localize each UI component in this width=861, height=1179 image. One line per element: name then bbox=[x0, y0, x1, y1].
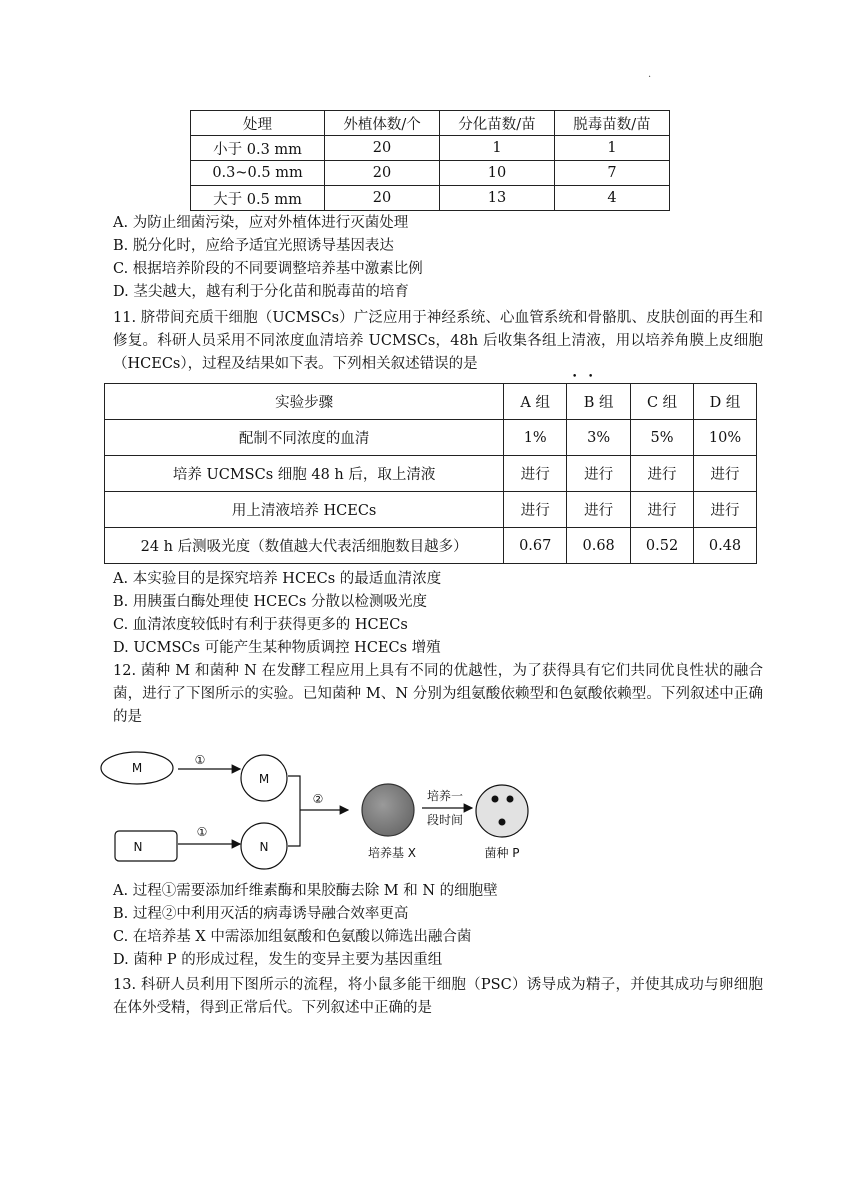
table-row bbox=[105, 492, 757, 528]
table-cell: 20 bbox=[325, 136, 440, 161]
table-header-cell: A 组 bbox=[504, 384, 567, 420]
table-row bbox=[191, 136, 670, 161]
table-cell: 0.67 bbox=[504, 528, 567, 564]
protoplast-n-label: N bbox=[259, 840, 269, 854]
table-cell: 1% bbox=[504, 420, 567, 456]
emphasis-dot: • bbox=[588, 372, 594, 382]
step1-label-bottom: ① bbox=[196, 825, 208, 839]
cell-fusion-diagram bbox=[100, 745, 540, 870]
table-row bbox=[105, 420, 757, 456]
table-header-row bbox=[105, 384, 757, 420]
medium-x-label: 培养基 X bbox=[367, 846, 417, 860]
table-cell: 进行 bbox=[631, 456, 694, 492]
q11-option-d: D. UCMSCs 可能产生某种物质调控 HCECs 增殖 bbox=[113, 640, 441, 656]
table-cell: 24 h 后测吸光度（数值越大代表活细胞数目越多） bbox=[105, 528, 504, 564]
table-cell: 1 bbox=[440, 136, 555, 161]
emphasis-dot: • bbox=[572, 372, 578, 382]
table-cell: 进行 bbox=[504, 456, 567, 492]
table-cell: 进行 bbox=[694, 456, 757, 492]
strain-m-label: M bbox=[131, 761, 143, 775]
table-cell: 13 bbox=[440, 186, 555, 211]
table-header-cell: 脱毒苗数/苗 bbox=[554, 111, 669, 136]
table-cell: 0.68 bbox=[567, 528, 631, 564]
q12-option-d: D. 菌种 P 的形成过程，发生的变异主要为基因重组 bbox=[113, 952, 443, 968]
strain-p-plate bbox=[476, 785, 528, 837]
table-header-cell: 外植体数/个 bbox=[325, 111, 440, 136]
protoplast-m-label: M bbox=[258, 772, 270, 786]
table-cell: 0.52 bbox=[631, 528, 694, 564]
colony-dot bbox=[492, 796, 499, 803]
table-header-cell: 实验步骤 bbox=[105, 384, 504, 420]
culture-label-line1: 培养一 bbox=[426, 789, 464, 803]
table-cell: 1 bbox=[554, 136, 669, 161]
table-row bbox=[105, 456, 757, 492]
serum-experiment-table bbox=[104, 383, 757, 564]
table-header-cell: 分化苗数/苗 bbox=[440, 111, 555, 136]
table-cell: 进行 bbox=[694, 492, 757, 528]
table-cell: 20 bbox=[325, 161, 440, 186]
table-header-cell: B 组 bbox=[567, 384, 631, 420]
colony-dot bbox=[507, 796, 514, 803]
q10-option-d: D. 茎尖越大，越有利于分化苗和脱毒苗的培育 bbox=[113, 284, 409, 300]
q11-option-a: A. 本实验目的是探究培养 HCECs 的最适血清浓度 bbox=[113, 571, 442, 587]
table-header-cell: D 组 bbox=[694, 384, 757, 420]
table-cell: 3% bbox=[567, 420, 631, 456]
q12-option-a: A. 过程①需要添加纤维素酶和果胶酶去除 M 和 N 的细胞壁 bbox=[113, 883, 498, 899]
step1-label-top: ① bbox=[194, 753, 206, 767]
table-header-cell: 处理 bbox=[191, 111, 325, 136]
q12-stem: 12. 菌种 M 和菌种 N 在发酵工程应用上具有不同的优越性，为了获得具有它们共同优良性状的融合菌，进行了下图所示的实验。已知菌种 M、N 分别为组氨酸依赖型和色氨酸依赖型。下列叙述中正确的是 bbox=[113, 663, 763, 725]
table-cell: 0.3~0.5 mm bbox=[191, 161, 325, 186]
table-cell: 进行 bbox=[567, 456, 631, 492]
table-cell: 培养 UCMSCs 细胞 48 h 后，取上清液 bbox=[105, 456, 504, 492]
q11-option-b: B. 用胰蛋白酶处理使 HCECs 分散以检测吸光度 bbox=[113, 594, 427, 610]
q12-option-b: B. 过程②中利用灭活的病毒诱导融合效率更高 bbox=[113, 906, 409, 922]
table-cell: 10% bbox=[694, 420, 757, 456]
table-row bbox=[191, 161, 670, 186]
q11-option-c: C. 血清浓度较低时有利于获得更多的 HCECs bbox=[113, 617, 408, 633]
q11-stem: 11. 脐带间充质干细胞（UCMSCs）广泛应用于神经系统、心血管系统和骨骼肌、皮肤创面的再生和修复。科研人员采用不同浓度血清培养 UCMSCs，48h 后收集各组上清液，用以培养角膜上皮细胞（HCECs），过程及结果如下表。下列相关叙述错误的是 bbox=[113, 310, 763, 372]
table-cell: 4 bbox=[554, 186, 669, 211]
table-cell: 7 bbox=[554, 161, 669, 186]
table-cell: 进行 bbox=[631, 492, 694, 528]
culture-label-line2: 段时间 bbox=[426, 813, 464, 827]
table-header-cell: C 组 bbox=[631, 384, 694, 420]
strain-n-rect bbox=[115, 831, 177, 861]
table-cell: 5% bbox=[631, 420, 694, 456]
q10-option-c: C. 根据培养阶段的不同要调整培养基中激素比例 bbox=[113, 261, 423, 277]
medium-x-plate bbox=[362, 784, 414, 836]
merge-bracket bbox=[288, 776, 300, 846]
table-row bbox=[191, 186, 670, 211]
table-cell: 进行 bbox=[504, 492, 567, 528]
table-row bbox=[105, 528, 757, 564]
q12-option-c: C. 在培养基 X 中需添加组氨酸和色氨酸以筛选出融合菌 bbox=[113, 929, 472, 945]
table-header-row bbox=[191, 111, 670, 136]
q13-stem: 13. 科研人员利用下图所示的流程，将小鼠多能干细胞（PSC）诱导成为精子，并使其成功与卵细胞在体外受精，得到正常后代。下列叙述中正确的是 bbox=[113, 977, 763, 1016]
colony-dot bbox=[499, 819, 506, 826]
corner-mark: · bbox=[648, 72, 652, 83]
strain-n-label: N bbox=[133, 840, 143, 854]
q10-option-b: B. 脱分化时，应给予适宜光照诱导基因表达 bbox=[113, 238, 394, 254]
table-cell: 大于 0.5 mm bbox=[191, 186, 325, 211]
table-cell: 用上清液培养 HCECs bbox=[105, 492, 504, 528]
table-cell: 10 bbox=[440, 161, 555, 186]
step2-label: ② bbox=[312, 792, 324, 806]
table-cell: 进行 bbox=[567, 492, 631, 528]
table-cell: 小于 0.3 mm bbox=[191, 136, 325, 161]
q10-option-a: A. 为防止细菌污染，应对外植体进行灭菌处理 bbox=[113, 215, 409, 231]
strain-p-label: 菌种 P bbox=[484, 846, 520, 860]
explant-table bbox=[190, 110, 670, 211]
table-cell: 配制不同浓度的血清 bbox=[105, 420, 504, 456]
table-cell: 20 bbox=[325, 186, 440, 211]
table-cell: 0.48 bbox=[694, 528, 757, 564]
